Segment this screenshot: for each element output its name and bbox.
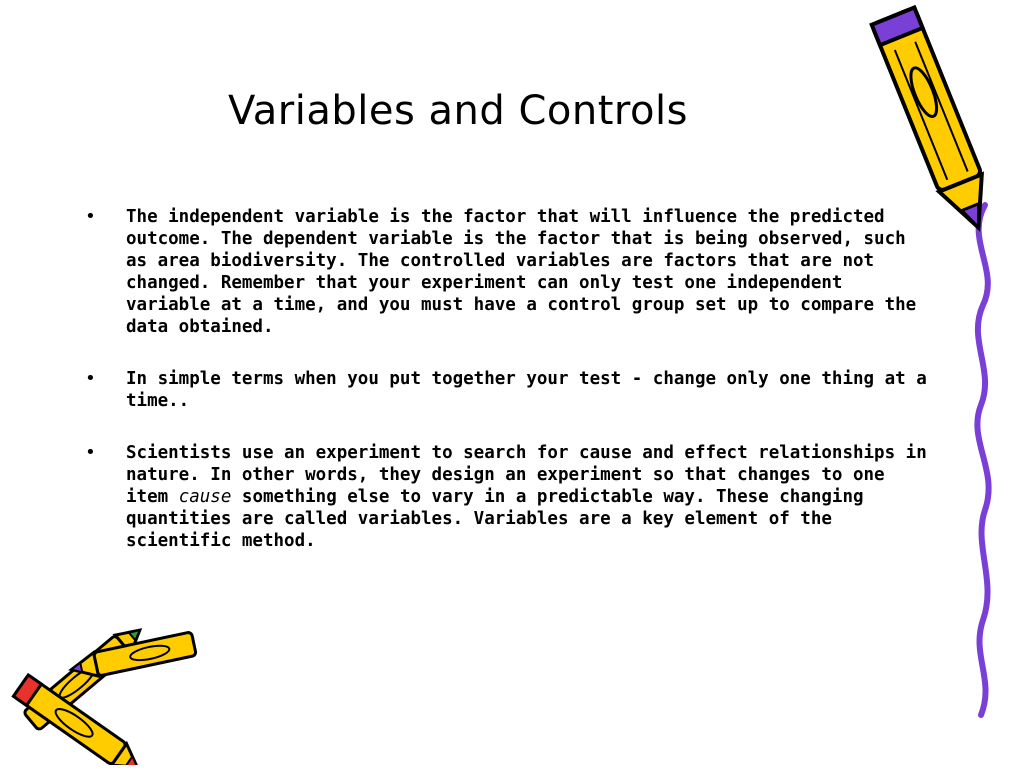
- bullet-dot: •: [85, 206, 96, 227]
- bullet-text-after: something else to vary in a predictable way. These changing quantities are called variables. Variables are a key element of the scientific method.: [126, 487, 864, 551]
- squiggle-line: [955, 200, 1015, 720]
- bullet-text: The independent variable is the factor that will influence the predicted outcome. The dependent variable is the factor that is being observed, such as area biodiversity. The controlled variables are factors that are not changed. Remember that your experiment can only test one independent variable at a time, and you must have a control group set up to compare the data obtained.: [126, 207, 917, 337]
- bullet-text: [126, 443, 927, 551]
- bullet-dot: •: [85, 442, 96, 463]
- crayon-cluster-icon: [0, 615, 210, 765]
- bullet-text-before: Scientists use an experiment to search for cause and effect relationships in nature. In other words, they design an experiment so that changes to one item: [126, 443, 927, 507]
- list-item: [85, 442, 930, 552]
- list-item: [85, 206, 930, 338]
- list-item: [85, 368, 930, 412]
- bullet-text: In simple terms when you put together your test - change only one thing at a time..: [126, 369, 927, 411]
- slide-title: Variables and Controls: [228, 88, 688, 134]
- bullet-list: [85, 206, 930, 582]
- bullet-emphasis: cause: [178, 487, 232, 507]
- bullet-dot: •: [85, 368, 96, 389]
